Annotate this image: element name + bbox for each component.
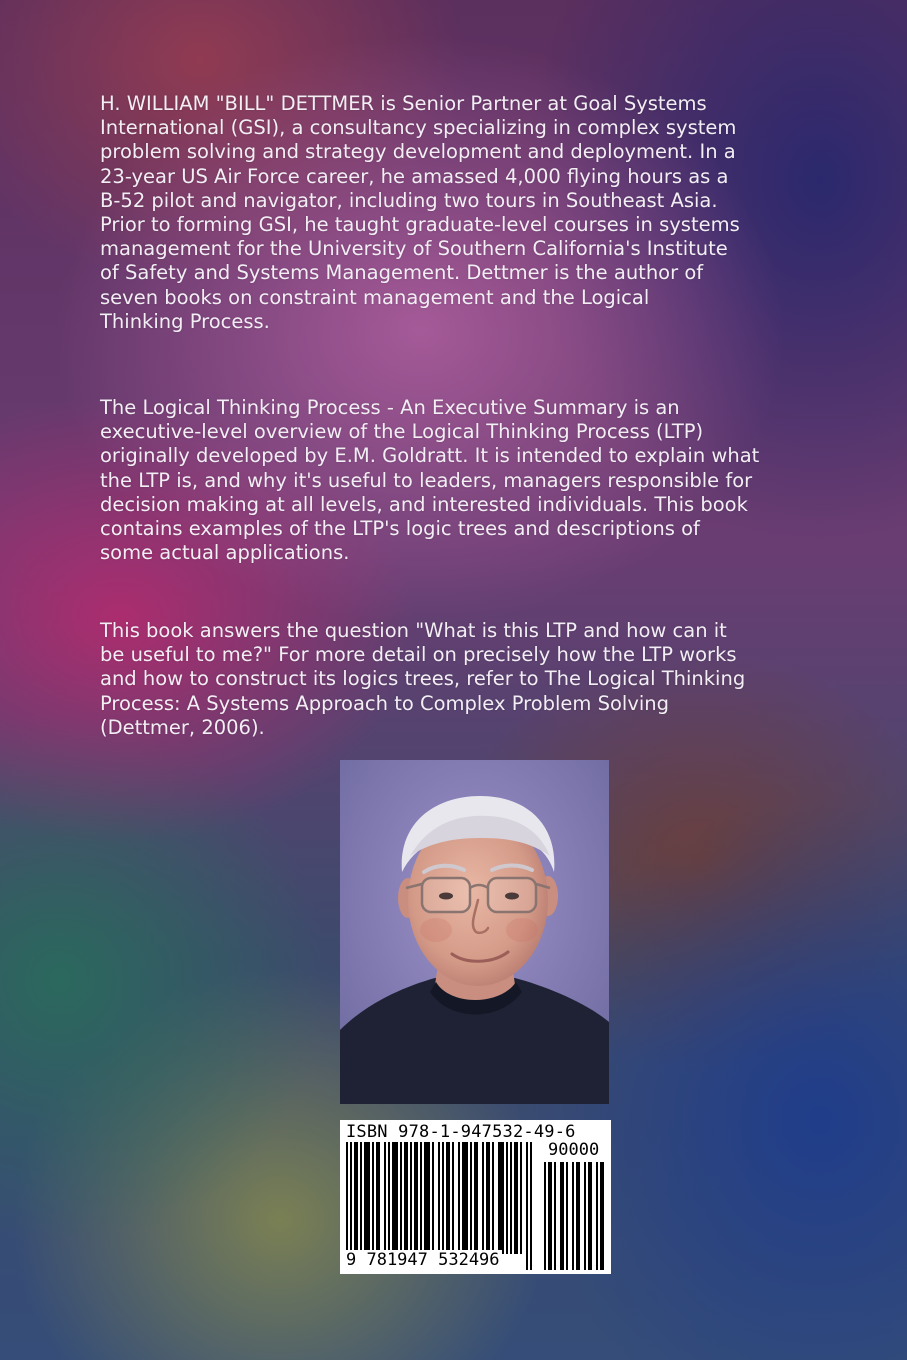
barcode-price-code: 90000 <box>548 1140 600 1160</box>
isbn-label: ISBN 978-1-947532-49-6 <box>346 1122 576 1142</box>
book-question-paragraph: This book answers the question "What is this LTP and how can it be useful to me?" For more detail on precisely how the LTP works and how to construct its logics trees, refer to The Logical Thinking Process: A Systems Approach to Complex Problem Solving (Dettmer, 2006). <box>100 619 746 739</box>
book-summary-paragraph: The Logical Thinking Process - An Executive Summary is an executive-level overview of the Logical Thinking Process (LTP) originally developed by E.M. Goldratt. It is intended to explain what the LTP is, and why it's useful to leaders, managers responsible for decision making at all levels, and interested individuals. This book contains examples of the LTP's logic trees and descriptions of some actual applications. <box>100 396 760 565</box>
author-photo <box>340 760 609 1104</box>
author-bio-paragraph: H. WILLIAM "BILL" DETTMER is Senior Partner at Goal Systems International (GSI), a consultancy specializing in complex system problem solving and strategy development and deployment. In a 23-year US Air Force career, he amassed 4,000 flying hours as a B-52 pilot and navigator, including two tours in Southeast Asia. Prior to forming GSI, he taught graduate-level courses in systems management for the University of Southern California's Institute of Safety and Systems Management. Dettmer is the author of seven books on constraint management and the Logical Thinking Process. <box>100 92 740 333</box>
isbn-barcode <box>340 1120 611 1274</box>
barcode-ean-digits: 9 781947 532496 <box>346 1250 500 1270</box>
